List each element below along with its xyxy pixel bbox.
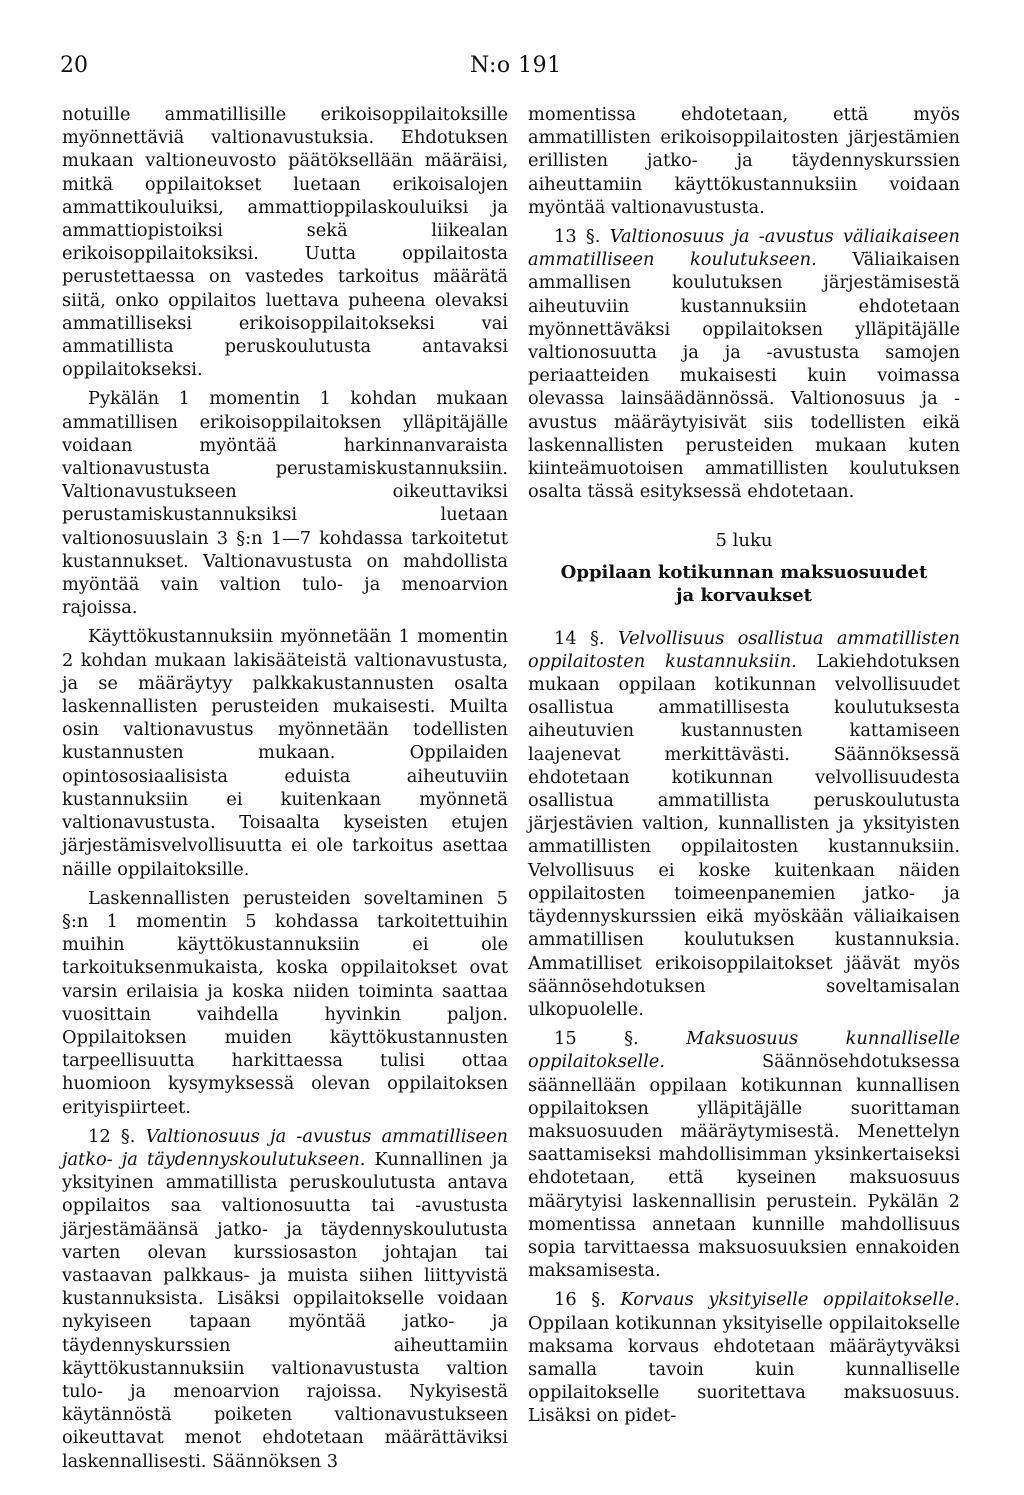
section-number: 13 §. — [554, 226, 601, 248]
chapter-title — [528, 561, 960, 607]
page-number: 20 — [60, 53, 88, 78]
paragraph: Laskennallisten perusteiden soveltaminen 5 §:n 1 momentin 5 kohdassa tarkoitettuihin muihin käyttökustannuksiin ei ole tarkoituksenmukaista, koska oppilaitokset ovat varsin erilaisia ja koska niiden toiminta saattaa vuosittain vaihdella hyvinkin paljon. Oppilaitoksen muiden käyttökustannusten tarpeellisuutta harkittaessa tulisi ottaa huomioon kysymyksessä olevan oppilaitoksen erityispiirteet. — [62, 887, 508, 1118]
section-15 — [528, 1027, 960, 1282]
right-column — [528, 103, 960, 1434]
section-14 — [528, 627, 960, 1021]
section-text: Oppilaan kotikunnan yksityiselle oppilaitokselle maksama korvaus ehdotetaan määräytyväksi samalla tavoin kuin kunnalliselle oppilaitokselle suoritettava maksuosuus. Lisäksi on pidet- — [528, 1312, 960, 1427]
left-column — [62, 103, 508, 1479]
section-number: 12 §. — [88, 1125, 136, 1147]
section-title: Korvaus yksityiselle oppilaitokselle. — [620, 1289, 960, 1311]
section-12 — [62, 1125, 508, 1473]
section-number: 14 §. — [554, 627, 605, 649]
section-text: Säännösehdotuksessa säännellään oppilaan kotikunnan kunnallisen oppilaitoksen ylläpitäjälle suorittaman maksuosuuden määräytymisestä. Menettelyn saattamiseksi mahdollisimman yksinkertaiseksi ehdotetaan, että kyseinen maksuosuus määrytyisi laskennallisin perustein. Pykälän 2 momentissa annetaan kunnille mahdollisuus sopia tarvittaessa maksuosuuksien ennakoiden maksamisesta. — [528, 1051, 960, 1282]
paragraph: momentissa ehdotetaan, että myös ammatillisten erikoisoppilaitosten järjestämien erillisten jatko- ja täydennyskurssien aiheuttamiin käyttökustannuksiin voidaan myöntää valtionavustusta. — [528, 104, 960, 218]
document-number: N:o 191 — [470, 53, 562, 78]
section-title: Maksuosuus kunnalliselle oppilaitokselle. — [528, 1028, 960, 1073]
section-13 — [528, 225, 960, 503]
chapter-number: 5 luku — [715, 530, 773, 552]
paragraph: Pykälän 1 momentin 1 kohdan mukaan ammatillisen erikoisoppilaitoksen ylläpitäjälle voidaan myöntää harkinnanvaraista valtionavustusta perustamiskustannuksiin. Valtionavustukseen oikeuttaviksi perustamiskustannuksiksi luetaan valtionosuuslain 3 §:n 1—7 kohdassa tarkoitetut kustannukset. Valtionavustusta on mahdollista myöntää vain valtion tulo- ja menoarvion rajoissa. — [62, 388, 508, 619]
section-text: Kunnallinen ja yksityinen ammatillista peruskoulutusta antava oppilaitos saa valtionosuutta tai -avustusta järjestämäänsä jatko- ja täydennyskoulutusta varten olevan kurssiosaston johtajan tai vastaavan palkkaus- ja muista siihen liittyvistä kustannuksista. Lisäksi oppilaitokselle voidaan nykyiseen tapaan myöntää jatko- ja täydennyskurssien aiheuttamiin käyttökustannuksiin valtionavustusta valtion tulo- ja menoarvion rajoissa. Nykyisestä käytännöstä poiketen valtionavustukseen oikeuttavat menot ehdotetaan määrättäviksi laskennallisesti. Säännöksen 3 — [62, 1148, 508, 1472]
section-16 — [528, 1288, 960, 1427]
paragraph: Käyttökustannuksiin myönnetään 1 momentin 2 kohdan mukaan lakisääteistä valtionavustusta, ja se määräytyy palkkakustannusten osalta laskennallisten perusteiden mukaisesti. Muilta osin valtionavustus myönnetään todellisten kustannusten mukaan. Oppilaiden opintososiaalisista eduista aiheutuviin kustannuksiin ei kuitenkaan myönnetä valtionavustusta. Toisaalta kyseisten etujen järjestämisvelvollisuutta ei ole tarkoitus asettaa näille oppilaitoksille. — [62, 626, 508, 880]
section-title: Velvollisuus osallistua ammatillisten oppilaitosten kustannuksiin. — [528, 627, 960, 672]
chapter-title-line: ja korvaukset — [676, 584, 812, 606]
section-title: Valtionosuus ja -avustus ammatilliseen jatko- ja täydennyskoulutukseen. — [62, 1125, 509, 1170]
section-number: 16 §. — [554, 1289, 606, 1311]
section-number: 15 §. — [554, 1028, 639, 1050]
chapter-title-line: Oppilaan kotikunnan maksuosuudet — [560, 561, 928, 583]
paragraph: notuille ammatillisille erikoisoppilaitoksille myönnettäviä valtionavustuksia. Ehdotuksen mukaan valtioneuvosto päätöksellään määräisi, mitkä oppilaitokset luetaan erikoisalojen ammattikouluiksi, ammattioppilaskouluiksi ja ammattiopistoiksi sekä liikealan erikoisoppilaitoksiksi. Uutta oppilaitosta perustettaessa on vastedes tarkoitus määrätä siitä, onko oppilaitos luettava puheena olevaksi ammatilliseksi erikoisoppilaitokseksi vai ammatillista peruskoulutusta antavaksi oppilaitokseksi. — [62, 104, 508, 381]
section-text: Väliaikaisen ammallisen koulutuksen järjestämisestä aiheutuviin kustannuksiin ehdotetaan myönnettäväksi oppilaitoksen ylläpitäjälle valtionosuutta ja ja -avustusta samojen periaatteiden mukaisesti kuin voimassa olevassa lainsäädännössä. Valtionosuus ja -avustus määräytyisivät siis todellisten eikä laskennallisten perusteiden mukaan kuten kiinteämuotoisen ammatillisten koulutuksen osalta tässä esityksessä ehdotetaan. — [528, 249, 961, 503]
section-text: Lakiehdotuksen mukaan oppilaan kotikunnan velvollisuudet osallistua ammatillisesta koulutuksesta aiheutuvien kustannusten kattamiseen laajenevat merkittävästi. Säännöksessä ehdotetaan kotikunnan velvollisuudesta osallistua ammatillista peruskoulutusta järjestävien valtion, kunnallisten ja yksityisten ammatillisten oppilaitosten kustannuksiin. Velvollisuus ei koske kuitenkaan näiden oppilaitosten toimeenpanemien jatko- ja täydennyskurssien eikä myöskään väliaikaisen ammatillisen koulutuksen kustannuksia. Ammatilliset erikoisoppilaitokset jäävät myös säännösehdotuksen soveltamisalan ulkopuolelle. — [528, 650, 960, 1020]
section-title: Valtionosuus ja -avustus väliaikaiseen ammatilliseen koulutukseen. — [528, 226, 960, 271]
